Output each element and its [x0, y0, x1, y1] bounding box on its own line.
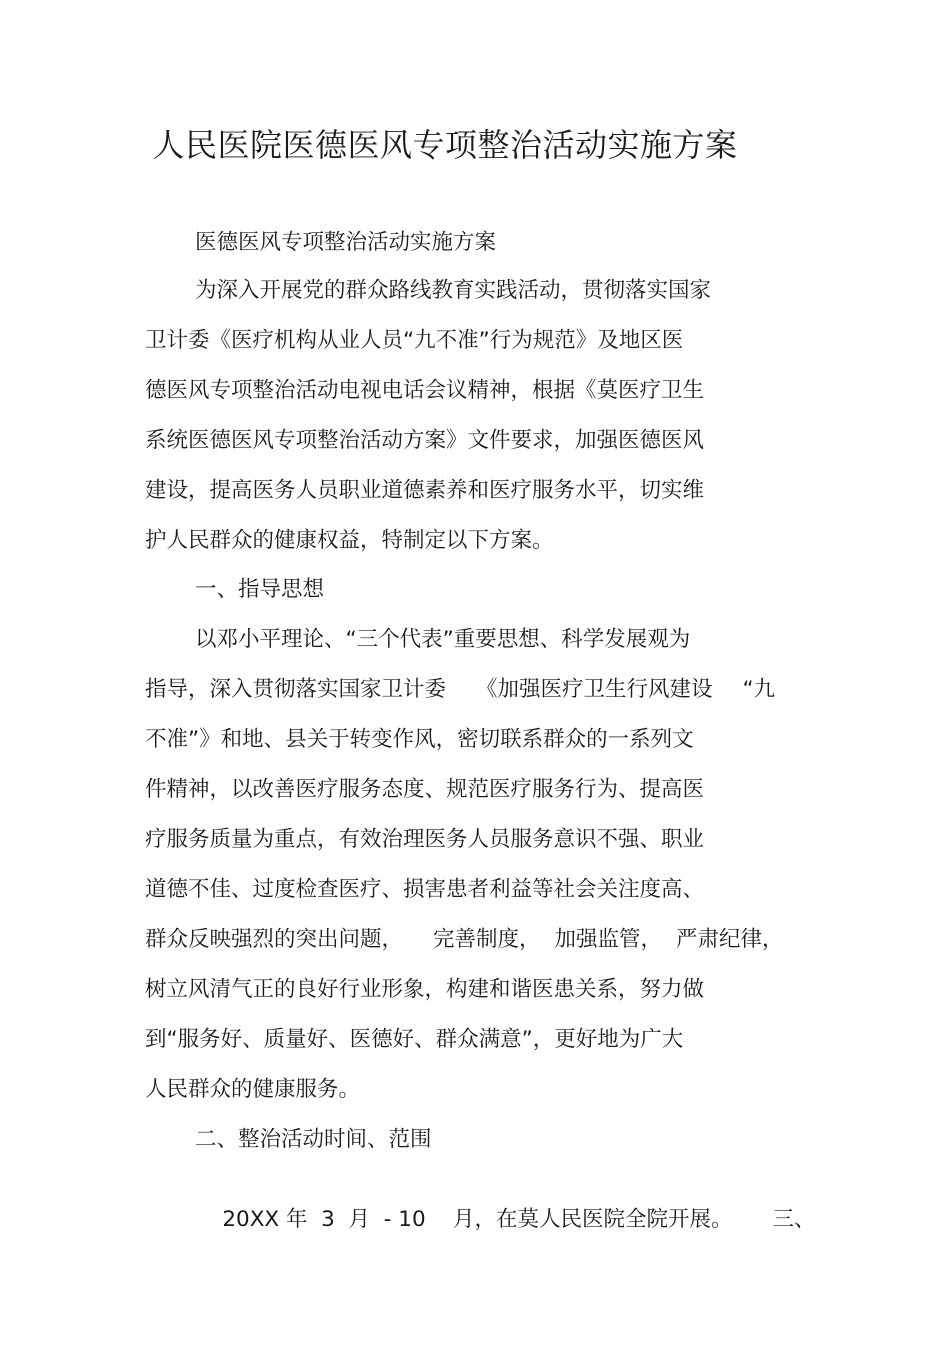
paragraph-line	[195, 1175, 816, 1232]
paragraph-line: 卫计委《医疗机构从业人员“九不准”行为规范》及地区医	[145, 328, 684, 353]
paragraph-line: 护人民群众的健康权益，特制定以下方案。	[145, 528, 554, 553]
text-fragment: 加强监管，	[554, 927, 663, 952]
paragraph-line: 件精神，以改善医疗服务态度、规范医疗服务行为、提高医	[145, 777, 705, 802]
paragraph-line: 人民群众的健康服务。	[145, 1077, 361, 1102]
paragraph-line: 道德不佳、过度检查医疗、损害患者利益等社会关注度高、	[145, 877, 705, 902]
text-fragment: “九	[742, 677, 776, 702]
text-fragment: 严肃纪律，	[676, 927, 784, 952]
paragraph-line: 不准”》和地、县关于转变作风，密切联系群众的一系列文	[145, 727, 694, 752]
text-fragment: 20XX 年 3 月 - 10 月，在莫人民医院全院开展。	[222, 1207, 733, 1232]
paragraph-line: 系统医德医风专项整治活动方案》文件要求，加强医德医风	[145, 428, 705, 453]
section-heading: 一、指导思想	[195, 577, 325, 602]
paragraph-line: 德医风专项整治活动电视电话会议精神，根据《莫医疗卫生	[145, 378, 705, 403]
paragraph-line	[145, 925, 784, 955]
text-fragment: 指导，深入贯彻落实国家卫计委	[145, 677, 447, 702]
paragraph-line: 树立风清气正的良好行业形象，构建和谐医患关系，努力做	[145, 977, 705, 1002]
paragraph-line: 到“服务好、质量好、医德好、群众满意”，更好地为广大	[145, 1027, 684, 1052]
text-fragment: 完善制度，	[433, 927, 541, 952]
document-title: 人民医院医德医风专项整治活动实施方案	[152, 126, 738, 164]
subtitle-line: 医德医风专项整治活动实施方案	[195, 230, 497, 255]
paragraph-line: 建设，提高医务人员职业道德素养和医疗服务水平，切实维	[145, 478, 705, 503]
text-fragment: 《加强医疗卫生行风建设	[476, 677, 713, 702]
section-heading: 二、整治活动时间、范围	[195, 1127, 432, 1152]
paragraph-line: 以邓小平理论、“三个代表”重要思想、科学发展观为	[195, 627, 691, 652]
text-fragment: 群众反映强烈的突出问题，	[145, 927, 404, 952]
section-heading: 三、	[772, 1207, 816, 1232]
paragraph-line	[145, 675, 775, 705]
paragraph-line: 为深入开展党的群众路线教育实践活动，贯彻落实国家	[195, 278, 712, 303]
paragraph-line: 疗服务质量为重点，有效治理医务人员服务意识不强、职业	[145, 827, 705, 852]
